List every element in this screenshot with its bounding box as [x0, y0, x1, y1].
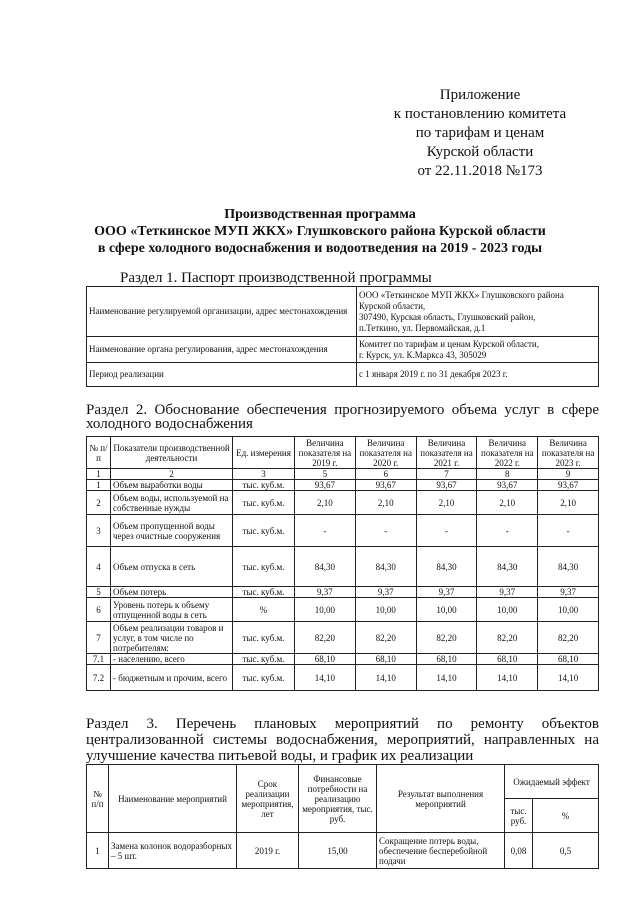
indicator-name: Объем воды, используемой на собственные нужды	[111, 491, 233, 515]
header-cell: Ожидаемый эффект	[505, 765, 599, 799]
appendix-line: Курской области	[426, 144, 534, 160]
appendix-line: к постановлению комитета	[393, 106, 567, 122]
table-row	[87, 665, 599, 691]
header-cell: Наименование мероприятий	[109, 765, 237, 833]
header-cell: тыс. руб.	[505, 799, 533, 833]
value-cell: 10,00	[538, 598, 599, 622]
column-number: 5	[295, 469, 356, 480]
effect-pct-cell: 0,5	[533, 833, 599, 869]
column-number: 6	[355, 469, 416, 480]
header-cell: Величина показателя на 2020 г.	[355, 437, 416, 469]
unit: тыс. куб.м.	[233, 622, 295, 654]
title-line: Производственная программа	[224, 207, 416, 222]
passport-table	[86, 286, 599, 387]
value-cell: 93,67	[295, 480, 356, 491]
value-cell: 84,30	[477, 547, 538, 587]
row-number: 7	[87, 622, 111, 654]
header-cell: № п/п	[87, 437, 111, 469]
header-cell: Ед. измерения	[233, 437, 295, 469]
value-cell: 84,30	[538, 547, 599, 587]
appendix-line: от 22.11.2018 №173	[417, 163, 543, 179]
table-row	[87, 598, 599, 622]
value-cell: 2,10	[355, 491, 416, 515]
passport-value-line: ООО «Теткинское МУП ЖКХ» Глушковского района	[359, 289, 564, 300]
row-number: 7.2	[87, 665, 111, 691]
column-number-row	[87, 469, 599, 480]
appendix-line: Приложение	[439, 87, 521, 103]
column-number: 7	[416, 469, 477, 480]
passport-value-line: Комитет по тарифам и ценам Курской области,	[359, 338, 539, 349]
column-number: 1	[87, 469, 111, 480]
value-cell: 2,10	[416, 491, 477, 515]
passport-label: Наименование органа регулирования, адрес местонахождения	[87, 337, 357, 363]
table-row	[87, 547, 599, 587]
value-cell: 14,10	[295, 665, 356, 691]
unit: тыс. куб.м.	[233, 654, 295, 665]
header-cell: Величина показателя на 2021 г.	[416, 437, 477, 469]
value-cell: -	[477, 515, 538, 547]
effect-rub-cell: 0,08	[505, 833, 533, 869]
value-cell: 10,00	[477, 598, 538, 622]
unit: %	[233, 598, 295, 622]
row-number: 4	[87, 547, 111, 587]
header-cell: № п/п	[87, 765, 109, 833]
table-row	[87, 363, 599, 387]
value-cell: 9,37	[538, 587, 599, 598]
value-cell: 93,67	[355, 480, 416, 491]
value-cell: 93,67	[477, 480, 538, 491]
column-number: 3	[233, 469, 295, 480]
header-cell: Показатели производственной деятельности	[111, 437, 233, 469]
appendix-block	[360, 86, 600, 181]
value-cell: 82,20	[416, 622, 477, 654]
value-cell: 68,10	[295, 654, 356, 665]
table-row	[87, 515, 599, 547]
unit: тыс. куб.м.	[233, 480, 295, 491]
value-cell: 9,37	[355, 587, 416, 598]
value-cell: -	[295, 515, 356, 547]
value-cell: 82,20	[538, 622, 599, 654]
value-cell: 14,10	[416, 665, 477, 691]
section2-heading: Раздел 2. Обоснование обеспечения прогнозируемого объема услуг в сфере холодного водоснабжения	[86, 402, 599, 432]
table-row	[87, 480, 599, 491]
passport-value	[357, 337, 599, 363]
value-cell: 68,10	[477, 654, 538, 665]
header-cell: Величина показателя на 2022 г.	[477, 437, 538, 469]
table-row	[87, 491, 599, 515]
table-header-row	[87, 765, 599, 799]
passport-value	[357, 287, 599, 337]
column-number: 9	[538, 469, 599, 480]
row-number: 5	[87, 587, 111, 598]
value-cell: 84,30	[355, 547, 416, 587]
value-cell: 82,20	[295, 622, 356, 654]
value-cell: 9,37	[477, 587, 538, 598]
unit: тыс. куб.м.	[233, 665, 295, 691]
passport-value-line: г. Курск, ул. К.Маркса 43, 305029	[359, 349, 487, 360]
indicator-name: Объем реализации товаров и услуг, в том числе по потребителям:	[111, 622, 233, 654]
row-number: 2	[87, 491, 111, 515]
table-row	[87, 337, 599, 363]
column-number: 2	[111, 469, 233, 480]
measure-name: Замена колонок водоразборных – 5 шт.	[109, 833, 237, 869]
forecast-table	[86, 436, 599, 691]
indicator-name: - бюджетным и прочим, всего	[111, 665, 233, 691]
unit: тыс. куб.м.	[233, 515, 295, 547]
table-row	[87, 833, 599, 869]
row-number: 1	[87, 833, 109, 869]
table-header-row	[87, 437, 599, 469]
section1-heading: Раздел 1. Паспорт производственной программы	[120, 270, 432, 286]
value-cell: 10,00	[355, 598, 416, 622]
table-row	[87, 287, 599, 337]
header-cell: %	[533, 799, 599, 833]
passport-label: Период реализации	[87, 363, 357, 387]
value-cell: 84,30	[295, 547, 356, 587]
value-cell: 84,30	[416, 547, 477, 587]
term-cell: 2019 г.	[237, 833, 299, 869]
passport-value	[357, 363, 599, 387]
value-cell: 14,10	[355, 665, 416, 691]
value-cell: 82,20	[477, 622, 538, 654]
value-cell: 9,37	[416, 587, 477, 598]
header-cell: Срок реализации мероприятия, лет	[237, 765, 299, 833]
header-cell: Финансовые потребности на реализацию мероприятия, тыс. руб.	[299, 765, 377, 833]
row-number: 1	[87, 480, 111, 491]
unit: тыс. куб.м.	[233, 547, 295, 587]
unit: тыс. куб.м.	[233, 491, 295, 515]
measures-table	[86, 764, 599, 869]
header-cell: Величина показателя на 2019 г.	[295, 437, 356, 469]
value-cell: 14,10	[538, 665, 599, 691]
header-cell: Результат выполнения мероприятий	[377, 765, 505, 833]
value-cell: 9,37	[295, 587, 356, 598]
value-cell: 2,10	[295, 491, 356, 515]
value-cell: 10,00	[295, 598, 356, 622]
value-cell: 68,10	[416, 654, 477, 665]
row-number: 7.1	[87, 654, 111, 665]
unit: тыс. куб.м.	[233, 587, 295, 598]
passport-label: Наименование регулируемой организации, адрес местонахождения	[87, 287, 357, 337]
indicator-name: Объем отпуска в сеть	[111, 547, 233, 587]
indicator-name: Уровень потерь к объему отпущенной воды в сеть	[111, 598, 233, 622]
header-cell: Величина показателя на 2023 г.	[538, 437, 599, 469]
indicator-name: - населению, всего	[111, 654, 233, 665]
title-line: ООО «Теткинское МУП ЖКХ» Глушковского района Курской области	[94, 224, 546, 239]
value-cell: 93,67	[416, 480, 477, 491]
indicator-name: Объем потерь	[111, 587, 233, 598]
value-cell: -	[416, 515, 477, 547]
table-row	[87, 622, 599, 654]
value-cell: 68,10	[355, 654, 416, 665]
row-number: 6	[87, 598, 111, 622]
value-cell: 2,10	[477, 491, 538, 515]
passport-value-line: Курской области,	[359, 300, 426, 311]
result-cell: Сокращение потерь воды, обеспечение бесперебойной подачи	[377, 833, 505, 869]
indicator-name: Объем пропущенной воды через очистные сооружения	[111, 515, 233, 547]
passport-value-line: п.Теткино, ул. Первомайская, д.1	[359, 322, 486, 333]
value-cell: 82,20	[355, 622, 416, 654]
appendix-line: по тарифам и ценам	[415, 125, 545, 141]
column-number: 8	[477, 469, 538, 480]
row-number: 3	[87, 515, 111, 547]
value-cell: 10,00	[416, 598, 477, 622]
document-title	[40, 206, 600, 257]
value-cell: -	[538, 515, 599, 547]
passport-value-line: 307490, Курская область, Глушковский район,	[359, 311, 536, 322]
value-cell: 2,10	[538, 491, 599, 515]
value-cell: 68,10	[538, 654, 599, 665]
value-cell: -	[355, 515, 416, 547]
table-row	[87, 654, 599, 665]
passport-value-line: с 1 января 2019 г. по 31 декабря 2023 г.	[359, 369, 508, 379]
value-cell: 14,10	[477, 665, 538, 691]
value-cell: 93,67	[538, 480, 599, 491]
finance-cell: 15,00	[299, 833, 377, 869]
indicator-name: Объем выработки воды	[111, 480, 233, 491]
section3-heading: Раздел 3. Перечень плановых мероприятий по ремонту объектов централизованной системы водоснабжения, мероприятий, направленных на улучшение качества питьевой воды, и график их реализации	[86, 716, 599, 764]
title-line: в сфере холодного водоснабжения и водоотведения на 2019 - 2023 годы	[97, 241, 543, 256]
table-row	[87, 587, 599, 598]
